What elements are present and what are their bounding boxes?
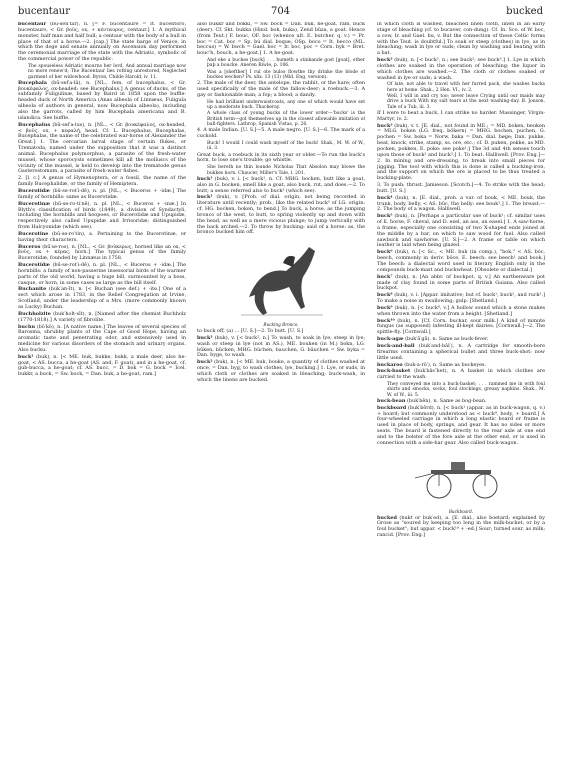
entry-definition: (buk), n. [< buck⁸, v.] A hollow sound which a stone makes when thrown into the water from a height. [Shetland.] [377,304,545,317]
dictionary-entry [18,245,186,263]
bucking-bronco-illustration [197,237,365,319]
dictionary-columns [18,22,545,770]
figure [377,448,545,514]
entry-definition: (buk′bäs″ket), n. A basket in which clothes are carried to the wash. [377,368,545,381]
entry-definition: (buk), v. i. [Appar. imitative; but cf. buck¹, buck², and ruck¹.] To make a noise in swallowing; gulp. [Shetland.] [377,292,545,305]
quotation: She bereth no thin lounde Nicholas That Absolon may blowe the bukkes horn. Chaucer, Miller's Tale, l. 201. [207,165,365,176]
dictionary-entry [377,275,545,293]
dictionary-entry [377,58,545,81]
dictionary-entry [197,22,365,57]
entry-headword: Bucephala [18,79,47,86]
entry-headword: buck-and-ball [377,342,415,349]
dictionary-entry [377,111,545,123]
entry-definition: 4. A male Indian. [U. S.]—5. A male negro. [U. S.]—6. The mark of a cuckold. [197,127,365,140]
quotation: The spouseless Adriatic mourns her lord, And annual marriage now no more renew'd; The Bucentaur lies rotting unrestored, Neglected garment of her widowhood. Byron, Childe Harold, iv. 11. [28,63,186,80]
page-header [18,6,543,18]
entry-headword: bucked [377,514,397,521]
entry-definition: (bū-se-rot′i-dē), n. pl. [NL., < Buceros + -idæ.] The hornbills: a family of non-passerine insessorial birds of the warmer parts of the old world, having a huge bill, surmounted by a boss, casque, or horn, in some cases as large as the bill itself. [18,262,186,286]
entry-headword: Buceros [18,243,41,250]
column-3 [377,22,545,770]
entry-definition: (bū-se-ro-ti′nē), n. pl. [NL., < Buceros + -inæ.] In Blyth's classification of birds (1849), a division of Syndactyli, including the hornbills and hoopoes, or Bucerotidæ and Upupidæ, respectively also called Upupidæ and Irrisoridæ; distinguished from Halcyonidæ (which see). [18,200,186,231]
entry-headword: buckaroo [377,361,403,368]
entry-headword: Bucerotidæ [18,262,50,269]
entry-definition: (bukt or buk′ed), a. [E. dial., also boetard; explained by Grose as "soured by keeping too long in the milk-bucket, or by a foul bucket"; but appar. < buck¹⁰ + -ed.] Sour; turned sour, as milk; rancid. [Prov. Eng.] [377,514,545,539]
column-1 [18,22,186,770]
quotation: Was a [shefther] I rul ote bulos flowthe thy drinke the blode of buckes wechen? Ps. xlix. 13 (13) (Mid. Eng. version). [207,69,365,80]
quotation: Buck! I would I could wash myself of the buck! Shak., M. W. of W., iii. 3. [207,140,365,152]
entry-definition: (buk), n. [< buck², n.; see buck³; see buck³.] 1. Lye in which clothes are soaked in the operation of bleaching; the liquor in which clothes are washed.—2. The cloth or clothes soaked or washed in lye or suds; a wash. [377,57,545,81]
dictionary-entry [377,406,545,447]
entry-headword: buck⁵ [377,213,393,220]
figure-caption: Bucking Bronco. [263,322,299,328]
dictionary-entry [18,22,186,63]
dictionary-entry [377,319,545,337]
dictionary-entry [377,344,545,362]
entry-definition: Great buck, a roebuck in its sixth year or older.—To run the buck's horn, to lose one's trouble; go whistle. [197,151,365,164]
entry-definition: (buk), n. [An abbr. of buckpot, q. v.] An earthenware pot made of clay found in some parts of British Guiana. Also called buckpot. [377,273,545,292]
dictionary-entry [377,516,545,539]
dictionary-entry [18,189,186,201]
quotation: They conveyed me into a buck-basket; . . . rammed me in with foul shirts and smocks, socks, foul stockings, greasy napkins. Shak., M. W. of W., iii. 5. [387,382,545,398]
entry-definition: (buk′ā′gā), n. Same as buck-fever. [405,336,489,343]
dictionary-entry [197,336,365,359]
entry-definition: (bū-se-ro′tin), a. Pertaining to the Bucerotinæ, or having their characters. [18,230,186,243]
entry-headword: buck⁷ [377,273,393,280]
entry-definition: (buk), n. [Perhaps a particular use of buck¹; cf. similar uses of E. horse, F. cheval, and D. ezel, an ass, an easel.] 1. A saw-horse, a frame, especially one consisting of two X-shaped ends joined at the middle by a bar, on which to saw wood for fuel. Also called sawbuck and sawhorse. [U. S.]—2. A frame or table on which leather is laid when being glazed. [377,213,545,249]
dictionary-entry [197,153,365,165]
dictionary-entry [377,124,545,182]
entry-definition: (buk′an-īt), n. [< Buchan (see def.) + -ite.] One of a sect which arose in 1783, in the Relief Congregation at Irvine, Scotland, under the leadership of a Mrs. (more commonly known as Lucky) Buchan. [18,286,186,311]
figure-caption: Buckboard. [448,508,474,514]
dictionary-entry [377,214,545,249]
entry-definition: (bū′se-ros), n. [NL., < Gr. βούκερως, horned like an ox, < βοῦς, ox + κέρας, horn.] The typical genus of the family Bucerotidæ, founded by Linnæus in 1758. [18,243,186,262]
entry-definition: (buk′holt-sīt), n. [Named after the chemist Buchholz (1770-1818).] A variety of fibrolite. [18,310,186,323]
entry-definition: (buk), v. [Prob. of dial. origin, not being recorded in literature until recently; prob., like the related buck⁵ of LG. origin: cf. HG. bocken, boken, to bend.] To buck, a horse, as the jumping bronco of the west, to butt, to spring violently up and down with the head, as well as a mere vicious plunge; to jump vertically with the back arched.—2. To throw by bucking: said of a horse: as, the bronco bucked him off. [197,194,365,236]
entry-definition: (bū-sef′a-lus), n. [NL., < Gr. βουκέφαλος, ox-headed, < βοῦς, ox, + κεφαλή, head. Cf. L. Bucephalus, Bucephalas, Bucephalas, the name of the celebrated war-horse of Alexander the Great.] 1. The cercarian larval stage of certain flukes, or Trematoda, named under the supposition that it was a distinct animal. Bucephalus polymorphus, a parasite of the fresh-water mussel, whose sporocysts sometimes kill all the molluscs of the vicinity of the mussel, is held to develop into the trematode genus Gasterostomum, a parasite of fresh-water fishes. [18,121,186,175]
entry-headword: Bucerotidæ [18,187,50,194]
dictionary-entry [377,306,545,318]
entry-definition: (buk), v. t. [E. dial., not found in ME.; = MD. boken, beuken = MLG. boken (LG. freq. bökern) = MHG. bochen, puchen, G. pochen = Sw. boka = Norw. baka = Dan. dial. bøge; Dan. pukke, beat, knock, strike, stamp, ss. ore, etc.; cf. D. puken, pokke, as MD. pocken, pokken, E. poke: see poke¹.] The 3d and 4th senses touch upon those of buck² and buck².] 1. To beat. Halliwell. [Prov. Eng.]—2. In mining and ore-dressing, to break into small pieces for jigging. The tool with which this is done is called a bucking-iron, and the support on which the ore is placed to be thus treated a bucking-plate. [377,122,545,182]
dictionary-entry [18,232,186,244]
dictionary-entry [377,250,545,273]
entry-definition: (buk), n. [< ME. buk, bukke, bukk, a male deer, also he-goat, < AS. bucca, a he-goat (AS. and, F. goat), and in a he-goat, cf. gub-bucca, a he-goat; cf. AS. bucc, = D. bok = G. bock = Icel. bukkr, a buck, = Sw. bock, = Dan. buk, a he-goat, ram.] [18,353,186,378]
figure [197,237,365,327]
dictionary-entry [18,325,186,354]
entry-headword: Bucephalus [18,121,51,128]
dictionary-entry [197,128,365,140]
dictionary-entry [18,355,186,378]
dictionary-entry [18,123,186,176]
entry-definition: (bū-sen′târ), n. [= F. bucentaure = It. bucentoro, bucentauro, < Gr. βοῦς, ox, + κένταυρος, centaur.] 1. A mythical monster, half man and half bull; a centaur with the body of a bull in place of that of a horse.—2. [cap.] The state barge of Venice, in which the doge and senate annually on Ascension day performed the ceremonial marriage of the state with the Adriatic, symbolic of the commercial power of the republic. [18,22,186,63]
entry-definition: (bö′kö), n. [A native name.] The leaves of several species of Barosma, shrubby plants of the Cape of Good Hope, having an aromatic taste and penetrating odor, and extensively used in medicine for various disorders of the stomach and urinary organs. Also bucku. [18,323,186,353]
dictionary-entry [18,176,186,188]
entry-headword: buck¹⁰ [377,317,395,324]
entry-definition: (buk), n. [Cf. Corn. buckar, sour milk.] A kind of minute fungus (as supposed) infesting ill-kept dairies. [Cornwall.]—2. The spittle-fly. [Cornwall.] [377,317,545,336]
entry-definition: in which cloth is washed, bleached linen cloth, linen in an early stage of bleaching (cf. to bucaver, con-dung). Cf. In. Sco. of W. boc, a cow, Ir. and Gael. bu, v. But the connection of these Celtic forms with the Teut. is doubtful.] To soak or steep (clothes) in lye, as in bleaching; wash in lye or suds; clean by washing and beating with a bat. [377,22,545,57]
entry-headword: buck³ [377,122,393,129]
entry-headword: Buchholzite [18,310,51,317]
quotation: Of late, not able to travel with her furred pack, she washes bucks here at home. Shak., 2 Hen. VI., iv. 2. [387,82,545,93]
entry-definition: (buk), n. [< ME. buk, bouke, a quantity of clothes washed at once, = Dan. byg, to wash clothes, lye, bucking.] 1. Lye, or suds, in which cloth or clothes are soaked in bleaching; buck-wash, in which the linens are bucked. [197,359,365,383]
entry-definition: (buk′bōrd), n. [< buck¹ (appar. as in buck-wagon, q. v.) + board; but commonly understood as < buck⁴, body, + board.] A four-wheeled carriage in which a long elastic board or frame is used in place of body, springs, and gear. It has no sides or more seats. The board is fastened directly to the rear axle at one end and to the bolster of the fore axle at the other end, or is used in connection with a side-bar gear. Also called buck-wagon. [377,404,545,446]
page-number: 704 [270,6,291,17]
entry-headword: Buchanite [18,286,47,293]
dictionary-entry [18,287,186,310]
header-left-guideword: bucentaur [18,6,71,17]
buckboard-illustration [377,448,545,506]
dictionary-entry [197,177,365,195]
dictionary-entry [197,360,365,383]
dictionary-entry [377,369,545,381]
entry-definition: (buk′and-bâl′), n. A cartridge for smooth-bore firearms containing a spherical bullet and three buck-shot: now little used. [377,342,545,361]
column-2 [197,22,365,770]
entry-headword: bucentaur [18,22,47,27]
entry-headword: Bucerotinæ [18,200,51,207]
entry-headword: buck¹ [197,194,213,201]
entry-headword: buck⁹ [377,304,393,311]
entry-headword: Bucerotine [18,230,49,237]
entry-definition: (buk), n. [E. dial., prob. a var. of bouk, < ME. bouk, the trunk, body, belly, < AS. bûc, the belly: see bouk¹.] 1. The breast.—2. The body of a wagon. Halliwell. [377,194,545,213]
entry-headword: buck⁴ [377,194,393,201]
dictionary-entry [18,202,186,231]
entry-headword: buck-bean [377,397,406,404]
entry-headword: buck-basket [377,368,411,375]
entry-headword: buck⁶ [377,249,393,256]
quotation: Well, I will in and cry too; never leave Crying until our maids may drive a buck With my salt tears at the next washing-day. B. Jonson, Tale of a Tub, iii. 3. [387,94,545,110]
entry-definition: to buck off, (a) ... [U. S.]—2. To butt. [U. S.] [197,328,304,335]
entry-headword: buck² [197,359,213,366]
entry-headword: buck² [377,57,393,64]
dictionary-entry [377,196,545,214]
header-right-guideword: bucked [506,6,543,17]
entry-headword: buck⁸ [377,292,393,299]
dictionary-entry [377,293,545,305]
entry-definition: 2. [l. c.] A genus of Hymenoptera, or a fossil, the name of the family Bucephalidæ, or the family of Hemiptera. [18,175,186,188]
dictionary-entry [18,263,186,286]
entry-definition: (buk), n. [< Sc., < ME. buk (in comp.), "bok," < AS. bóc, beech, commonly in deriv. böce, E. beech: see beech¹ and book.] The beech: a dialectal word used in literary English only in the compounds buck-mast and buckwheat. [Obsolete or dialectal.] [377,249,545,273]
entry-definition: 3. To push; thrust. Jamieson. [Scotch.]—4. To strike with the head; butt. [U. S.] [377,182,545,194]
dictionary-entry [197,81,365,99]
dictionary-entry [18,312,186,324]
dictionary-entry [377,22,545,57]
entry-headword: buchu [18,323,36,330]
dictionary-entry [197,195,365,236]
entry-definition: also bukkr and bokki, = Sw. bock = Dan. buk, he-goat, ram, buck (deer). Cf. Skt. bukka (Hind. bok, buka), Zend bûza, a goat. Hence (from Teut.) F. bouc, OF. boc (whence ult. E. butcher, q. v.) = Pr. boc = Cat. boc = Sp. bú dial. boque, OSp. boco = It. becco (ML. beccus) = W. bwch = Gael. boc = Ir. boc, poc = Corn. byk = Bret. bouc'h, bouch, a he-goat.] 1. A he-goat. [197,22,365,57]
quotation: And eke a buckes [buck] . . . humeth a stinkande gost [goat], other þaþ a boucke. Aneren Riwle, p. 106. [207,58,365,69]
entry-definition: (bū-sef′a-lä), n. [NL., fem. of bucephalus, < Gr. βουκέφαλος, ox-headed: see Bucephalus.] A genus of ducks, of the subfamily Fuligulinæ, based by Baird in 1858 upon the buffle-headed duck of North America (Anas albeola of Linnæus, Fuligula albeola of authors in general, now Bucephala albeola), including also the garrots, called by him Bucephala americana and B. islandica. See buffle. [18,79,186,121]
entry-definition: (buk), v. [< buck², n.] To wash, to soak in lye; steep in lye; wash or steep in lye (not in AS.), ME. bouken (in M.) bokn, LG. bûken, bûcken; MHG. büchen, bauchen, G. bäuchen = Sw. byka = Dan. byge, to wash. [197,334,365,359]
quotation: A whole class of young bucks of the lower order—'bucks' is the British term—got themselves up in the closest allowable imitation of ball-fighters. Lathrop, Spanish Vistas, p. 26. [207,111,365,127]
entry-headword: buck² [197,334,213,341]
entry-definition: 2. The male of the deer, the antelope, the rabbit, or the hare; often used specifically of the male of the fallow-deer; a roebuck.—3. A gay or fashionable man; a fop; a blood; a dandy. [197,80,365,98]
entry-definition: (buk-a-rö′), n. Same as buckeyes. [404,361,487,368]
entry-headword: buck¹ [197,175,213,182]
dictionary-entry [18,81,186,122]
entry-headword: buck¹ [18,353,34,360]
entry-definition: (buk′bēn), n. Same as bog-bean. [407,397,487,404]
entry-headword: buckboard [377,404,407,411]
dictionary-entry [377,183,545,195]
quotation: He had brilliant underwaistcoats, any one of which would have set up a moderate buck. Thackeray. [207,99,365,111]
entry-definition: If I were to beat a buck, I can strike no harder. Massinger, Virgin-Martyr, iv. 2. [377,109,545,122]
entry-headword: buck-agæ [377,336,404,343]
entry-definition: (buk), v. i. [< buck¹, n. Cf. MHG. bocken, butt like a goat, also in G. bocken, smell like a goat, also buck, rut, and does.—2. To butt; a sense referred also to buck² (which see). [197,175,365,194]
entry-definition: (bū-se-rot′i-dē), n. pl. [NL., < Buceros + -idæ.] The family of hornbills: same as Bucerotidæ. [18,187,186,200]
